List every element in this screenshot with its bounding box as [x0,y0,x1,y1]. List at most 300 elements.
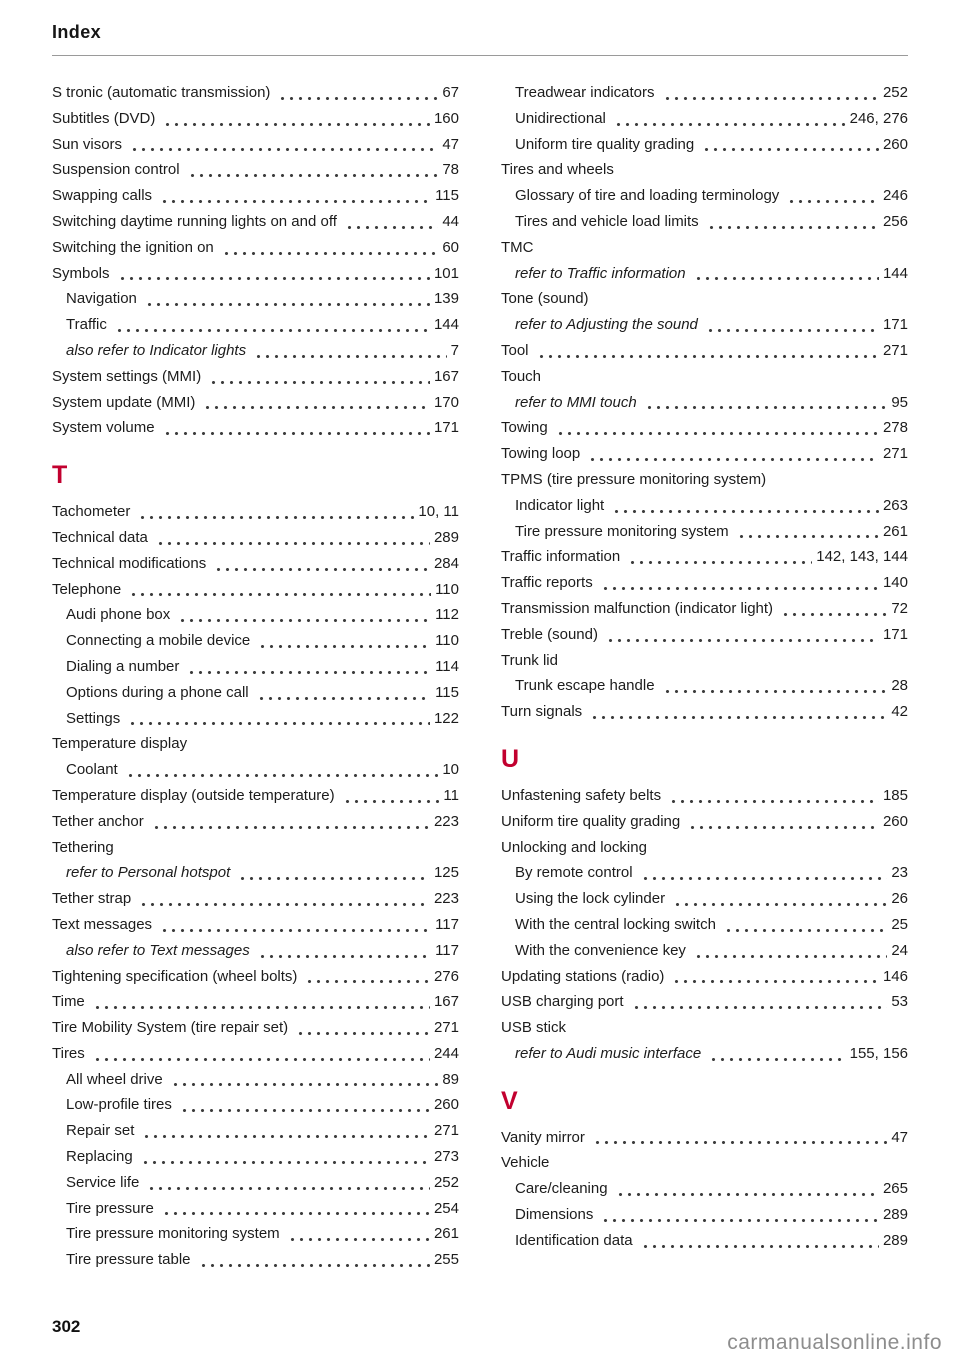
dot-leader [704,329,879,332]
index-entry [501,989,908,1015]
entry-page-number: 254 [433,1199,459,1217]
entry-label: Tone (sound) [501,290,589,308]
dot-leader [610,510,879,513]
dot-leader [554,432,879,435]
index-entry [52,390,459,416]
index-entry [501,312,908,338]
entry-page-number: 185 [882,786,908,804]
dot-leader [639,877,888,880]
index-entry [501,622,908,648]
entry-label: With the convenience key [515,941,686,959]
entry-label: Glossary of tire and loading terminology [515,187,780,205]
entry-page-number: 47 [442,135,459,153]
entry-page-number: 260 [882,135,908,153]
dot-leader [161,123,430,126]
entry-label: Tool [501,341,529,359]
index-entry [52,312,459,338]
dot-leader [212,568,430,571]
entry-page-number: 263 [882,496,908,514]
dot-leader [186,174,439,177]
index-entry [501,364,908,390]
index-entry [52,80,459,106]
dot-leader [145,1187,430,1190]
index-entry [501,835,908,861]
entry-label: Technical data [52,528,148,546]
index-entry [52,912,459,938]
dot-leader [126,722,430,725]
entry-label: Temperature display (outside temperature) [52,786,335,804]
entry-label: Tire pressure monitoring system [515,522,729,540]
entry-page-number: 115 [435,187,459,205]
dot-leader [303,980,430,983]
index-column-left [52,80,459,1273]
entry-label: Treble (sound) [501,625,598,643]
entry-label: USB stick [501,1019,567,1037]
index-entry [52,835,459,861]
cross-reference-prefix: refer to [515,264,567,282]
entry-label: Temperature display [52,735,188,753]
index-entry [52,628,459,654]
dot-leader [91,1058,430,1061]
entry-label: Identification data [515,1231,633,1249]
entry-page-number: 112 [435,606,459,624]
entry-label: Tethering [52,838,114,856]
entry-page-number: 140 [882,574,908,592]
entry-label: Technical modifications [52,554,207,572]
index-entry [501,938,908,964]
entry-page-number: 271 [882,445,908,463]
entry-label: Tires and wheels [501,161,614,179]
dot-leader [255,697,431,700]
entry-page-number: 155, 156 [849,1044,908,1062]
dot-leader [686,826,879,829]
entry-page-number: 167 [433,367,459,385]
entry-label: Subtitles (DVD) [52,109,156,127]
entry-page-number: 271 [882,341,908,359]
entry-label: Suspension control [52,161,180,179]
entry-label: Coolant [66,761,118,779]
entry-label: Time [52,993,85,1011]
entry-page-number: 265 [882,1180,908,1198]
entry-label: Repair set [66,1122,135,1140]
entry-page-number: 273 [433,1148,459,1166]
entry-label: Tire pressure table [66,1251,191,1269]
letter-heading: T [52,461,68,490]
entry-page-number: 24 [891,941,908,959]
entry-page-number: 276 [433,967,459,985]
index-entry [501,132,908,158]
entry-page-number: 170 [433,393,459,411]
entry-page-number: 42 [891,703,908,721]
entry-label: Sun visors [52,135,123,153]
dot-leader [236,877,430,880]
entry-page-number: 53 [891,993,908,1011]
index-entry [52,1170,459,1196]
index-entry [501,1150,908,1176]
entry-label: Unidirectional [515,109,606,127]
dot-leader [139,1161,430,1164]
index-entry [501,441,908,467]
cross-reference-prefix: refer to [515,1044,567,1062]
entry-label: Unfastening safety belts [501,786,662,804]
index-entry [52,706,459,732]
entry-page-number: 115 [435,683,459,701]
entry-page-number: 244 [433,1044,459,1062]
index-entry [501,390,908,416]
dot-leader [256,645,431,648]
entry-page-number: 23 [891,864,908,882]
index-entry [52,364,459,390]
entry-label: Transmission malfunction (indicator light) [501,599,774,617]
index-entry [501,809,908,835]
index-entry [501,1015,908,1041]
index-entry [52,1144,459,1170]
index-entry [52,783,459,809]
dot-leader [588,716,887,719]
entry-label: Dialing a number [66,657,180,675]
dot-leader [113,329,430,332]
dot-leader [614,1193,879,1196]
index-entry [52,809,459,835]
entry-label: Traffic reports [501,574,593,592]
dot-leader [143,303,430,306]
index-entry [52,157,459,183]
entry-label: Tightening specification (wheel bolts) [52,967,298,985]
index-entry [52,1015,459,1041]
dot-leader [178,1109,430,1112]
entry-page-number: 146 [882,967,908,985]
index-entry [501,80,908,106]
entry-page-number: 271 [433,1122,459,1140]
entry-page-number: 289 [882,1206,908,1224]
index-entry [52,731,459,757]
dot-leader [604,639,879,642]
entry-page-number: 117 [435,941,459,959]
dot-leader [127,593,431,596]
entry-page-number: 255 [433,1251,459,1269]
entry-label: Dimensions [515,1206,594,1224]
entry-label: Tire pressure [66,1199,154,1217]
index-entry [501,1125,908,1151]
index-entry [501,1228,908,1254]
entry-page-number: 260 [433,1096,459,1114]
dot-leader [643,406,888,409]
dot-leader [207,381,430,384]
index-entry [501,338,908,364]
index-entry [52,525,459,551]
entry-label: Uniform tire quality grading [515,135,695,153]
dot-leader [586,458,879,461]
dot-leader [276,97,438,100]
index-entry [501,886,908,912]
entry-label: All wheel drive [66,1070,163,1088]
entry-page-number: 252 [882,84,908,101]
dot-leader [671,903,887,906]
letter-heading: V [501,1086,518,1115]
entry-label: Uniform tire quality grading [501,812,681,830]
dot-leader [91,1006,430,1009]
entry-page-number: 67 [442,84,459,101]
index-entry [501,596,908,622]
entry-label: By remote control [515,864,633,882]
index-entry [501,912,908,938]
entry-page-number: 289 [882,1231,908,1249]
entry-label: TMC [501,238,534,256]
entry-label: refer to Audi music interface [515,1044,702,1062]
index-entry [501,209,908,235]
entry-label: Vehicle [501,1154,550,1172]
entry-page-number: 246, 276 [849,109,908,127]
entry-label: Switching daytime running lights on and off [52,212,337,230]
dot-leader [136,516,414,519]
dot-leader [667,800,879,803]
entry-label: Replacing [66,1148,133,1166]
index-entry [501,493,908,519]
dot-leader [286,1238,430,1241]
index-entry [52,602,459,628]
entry-page-number: 171 [882,316,908,334]
entry-label: Towing [501,419,548,437]
cross-reference-prefix: also refer to [66,341,150,359]
cross-reference-prefix: refer to [66,864,118,882]
dot-leader [150,826,430,829]
entry-label: Care/cleaning [515,1180,608,1198]
page-title: Index [52,22,102,42]
letter-heading: U [501,744,520,773]
dot-leader [294,1032,430,1035]
index-entry [501,860,908,886]
entry-page-number: 252 [433,1173,459,1191]
index-entry [52,1041,459,1067]
dot-leader [661,690,888,693]
dot-leader [220,252,439,255]
index-entry [52,680,459,706]
entry-page-number: 246 [882,187,908,205]
index-entry [52,1221,459,1247]
entry-page-number: 289 [433,528,459,546]
entry-label: Options during a phone call [66,683,249,701]
index-entry [501,1202,908,1228]
dot-leader [116,277,430,280]
entry-label: S tronic (automatic transmission) [52,84,271,101]
index-entry [52,577,459,603]
entry-page-number: 125 [433,864,459,882]
entry-label: Traffic [66,316,107,334]
entry-page-number: 261 [882,522,908,540]
dot-leader [343,226,438,229]
index-entry [52,106,459,132]
entry-label: Tether anchor [52,812,144,830]
page-number: 302 [52,1317,81,1336]
dot-leader [785,200,879,203]
entry-page-number: 171 [433,419,459,437]
entry-label: System volume [52,419,155,437]
entry-page-number: 122 [433,709,459,727]
dot-leader [169,1083,439,1086]
entry-label: Settings [66,709,121,727]
entry-label: refer to Traffic information [515,264,686,282]
entry-label: Trunk escape handle [515,677,655,695]
entry-label: Traffic information [501,548,621,566]
dot-leader [722,929,887,932]
dot-leader [176,619,431,622]
entry-page-number: 26 [891,890,908,908]
dot-leader [161,432,430,435]
dot-leader [670,980,879,983]
dot-leader [256,955,431,958]
entry-label: also refer to Indicator lights [66,341,247,359]
entry-label: Symbols [52,264,110,282]
dot-leader [612,123,846,126]
index-entry [501,1041,908,1067]
entry-page-number: 256 [882,212,908,230]
dot-leader [128,148,438,151]
entry-page-number: 139 [433,290,459,308]
entry-page-number: 284 [433,554,459,572]
entry-label: Tire pressure monitoring system [66,1225,280,1243]
dot-leader [705,226,879,229]
dot-leader [158,200,431,203]
entry-page-number: 78 [442,161,459,179]
dot-leader [692,277,879,280]
dot-leader [140,1135,430,1138]
index-entry [52,261,459,287]
index-entry [501,106,908,132]
dot-leader [158,929,431,932]
dot-leader [700,148,879,151]
entry-page-number: 10, 11 [418,503,459,521]
index-entry [52,757,459,783]
index-entry [501,783,908,809]
entry-label: TPMS (tire pressure monitoring system) [501,470,767,488]
dot-leader [630,1006,888,1009]
dot-leader [735,535,879,538]
entry-label: Towing loop [501,445,581,463]
index-entry [501,286,908,312]
entry-page-number: 110 [435,632,459,650]
index-entry [52,1092,459,1118]
dot-leader [707,1058,845,1061]
entry-label: USB charging port [501,993,624,1011]
entry-label: Tires and vehicle load limits [515,212,699,230]
dot-leader [185,671,431,674]
index-entry [501,699,908,725]
index-entry [501,1176,908,1202]
entry-label: Tire Mobility System (tire repair set) [52,1019,289,1037]
index-entry [52,183,459,209]
cross-reference-prefix: refer to [515,316,567,334]
entry-page-number: 60 [442,238,459,256]
index-entry [52,964,459,990]
dot-leader [341,800,440,803]
index-entry [52,989,459,1015]
entry-label: Treadwear indicators [515,84,655,101]
entry-page-number: 11 [443,786,459,804]
entry-page-number: 7 [450,341,459,359]
entry-label: Connecting a mobile device [66,632,251,650]
entry-page-number: 144 [433,316,459,334]
index-entry [52,1196,459,1222]
entry-label: Swapping calls [52,187,153,205]
entry-page-number: 117 [435,915,459,933]
dot-leader [252,355,447,358]
entry-label: System update (MMI) [52,393,196,411]
entry-page-number: 101 [433,264,459,282]
index-entry [52,886,459,912]
index-entry [501,544,908,570]
entry-label: refer to MMI touch [515,393,637,411]
dot-leader [591,1141,887,1144]
index-entry [52,415,459,441]
dot-leader [779,613,887,616]
index-columns [0,56,960,1273]
entry-page-number: 167 [433,993,459,1011]
index-entry [52,1247,459,1273]
entry-page-number: 114 [435,657,459,675]
entry-page-number: 223 [433,890,459,908]
entry-page-number: 261 [433,1225,459,1243]
dot-leader [692,955,887,958]
dot-leader [626,561,812,564]
dot-leader [661,97,879,100]
entry-page-number: 260 [882,812,908,830]
entry-page-number: 95 [891,393,908,411]
entry-label: refer to Adjusting the sound [515,316,698,334]
entry-label: Switching the ignition on [52,238,214,256]
index-entry [501,157,908,183]
dot-leader [201,406,430,409]
dot-leader [160,1212,430,1215]
watermark: carmanualsonline.info [727,1331,942,1354]
index-entry [52,209,459,235]
entry-label: Trunk lid [501,651,558,669]
entry-label: Using the lock cylinder [515,890,666,908]
index-entry [52,286,459,312]
entry-label: refer to Personal hotspot [66,864,231,882]
index-entry [501,467,908,493]
index-entry [501,570,908,596]
entry-page-number: 110 [435,580,459,598]
entry-label: Text messages [52,915,153,933]
index-entry [52,132,459,158]
entry-label: Navigation [66,290,137,308]
index-entry [52,1067,459,1093]
entry-page-number: 144 [882,264,908,282]
cross-reference-prefix: also refer to [66,941,150,959]
index-entry [52,551,459,577]
index-entry [501,964,908,990]
index-entry [52,338,459,364]
dot-leader [154,542,430,545]
dot-leader [535,355,879,358]
dot-leader [197,1264,430,1267]
dot-leader [599,587,879,590]
index-entry [501,673,908,699]
index-entry [52,1118,459,1144]
index-entry [501,183,908,209]
index-column-right [501,80,908,1273]
entry-page-number: 28 [891,677,908,695]
entry-label: Tether strap [52,890,132,908]
dot-leader [639,1245,879,1248]
entry-label: Touch [501,367,542,385]
entry-label: Vanity mirror [501,1128,585,1146]
entry-page-number: 223 [433,812,459,830]
entry-page-number: 47 [891,1128,908,1146]
entry-label: Indicator light [515,496,605,514]
entry-label: Service life [66,1173,140,1191]
entry-label: Telephone [52,580,122,598]
